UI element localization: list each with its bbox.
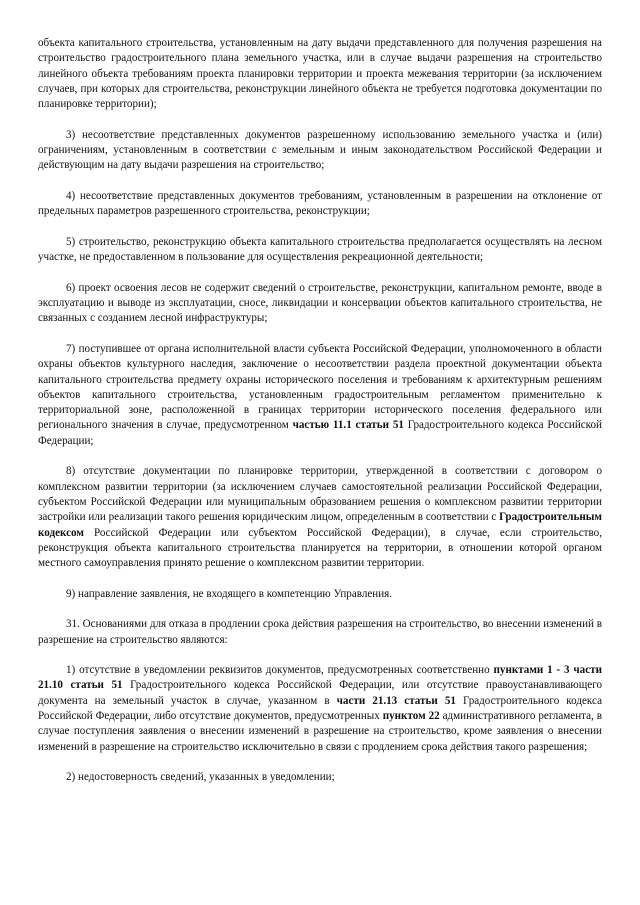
paragraph-p1 <box>38 128 602 174</box>
bold-reference: пунктами 1 - 3 части 21.10 статьи 51 <box>38 664 602 692</box>
bold-reference: пунктом 22 <box>382 710 440 723</box>
paragraph-text: Градостроительного кодекса Российской Федерации, или отсутствие правоустанавливающего документа на земельный участок в случае, указанном в <box>38 679 603 707</box>
paragraph-p10 <box>38 770 602 785</box>
bold-reference: Градостроительным кодексом <box>38 511 602 539</box>
paragraph-text: Градостроительного кодекса Российской Федерации, либо отсутствие документов, предусмотренных <box>38 694 603 723</box>
paragraph-text: 1) отсутствие в уведомлении реквизитов документов, предусмотренных соответственно <box>66 664 494 677</box>
paragraph-text: 3) несоответствие представленных документов разрешенному использованию земельного участка и (или) ограничениям, установленным в соответствии с земельным и иным законодательством Российской Федерации и действующим на дату выдачи разрешения на строительство; <box>38 128 602 172</box>
paragraph-p5 <box>38 342 602 449</box>
paragraph-text: 6) проект освоения лесов не содержит сведений о строительстве, реконструкции, капитальном ремонте, вводе в эксплуатацию и выводе из эксплуатации, сносе, ликвидации и консервации объектов капитального строительства, не связанных с созданием лесной инфраструктуры; <box>38 281 602 325</box>
paragraph-p8 <box>38 617 602 648</box>
paragraph-p3 <box>38 235 602 266</box>
paragraph-p4 <box>38 281 602 327</box>
paragraph-text: объекта капитального строительства, установленным на дату выдачи представленного для получения разрешения на строительство градостроительного плана земельного участка, или в случае выдачи разрешения на строительство линейного объекта требованиям проекта планировки территории и проекта межевания территории (за исключением случаев, при которых для строительства, реконструкции линейного объекта не требуется подготовка документации по планировке территории); <box>38 37 602 111</box>
paragraph-text: 31. Основаниями для отказа в продлении срока действия разрешения на строительство, во внесении изменений в разрешение на строительство являются: <box>38 618 602 646</box>
document-page <box>38 36 602 801</box>
paragraph-text: 4) несоответствие представленных документов требованиям, установленным в разрешении на отклонение от предельных параметров разрешенного строительства, реконструкции; <box>38 189 602 218</box>
paragraph-p6 <box>38 464 602 571</box>
bold-reference: частью 11.1 статьи 51 <box>292 419 404 432</box>
paragraph-p0 <box>38 36 602 112</box>
paragraph-text: 5) строительство, реконструкцию объекта капитального строительства предполагается осуществлять на лесном участке, не предоставленном в пользование для осуществления рекреационной деятельности; <box>38 235 602 264</box>
paragraph-text: 9) направление заявления, не входящего в компетенцию Управления. <box>66 587 393 600</box>
paragraph-text: Российской Федерации или субъектом Российской Федерации), в случае, если строительство, реконструкция объекта капитального строительства планируется на территории, в отношении которой органом местного самоуправления принято решение о комплексном развитии территории. <box>38 526 602 570</box>
paragraph-text: 8) отсутствие документации по планировке территории, утвержденной в соответствии с договором о комплексном развитии территории (за исключением случаев самостоятельной реализации Российской Федерации, субъектом Российской Федерации или муниципальным образованием решения о комплексном развитии территории застройки или реализации такого решения юридическим лицом, определенным в соответствии с <box>38 465 602 524</box>
paragraph-text: Градостроительного кодекса Российской Федерации; <box>38 419 602 447</box>
bold-reference: части 21.13 статьи 51 <box>336 694 456 707</box>
paragraph-text: административного регламента, в случае поступления заявления о внесении изменений в разрешение на строительство, кроме заявления о внесении изменений в разрешение на строительство исключительно в связи с продлением срока действия такого разрешения; <box>38 710 602 753</box>
paragraph-p2 <box>38 189 602 220</box>
paragraph-text: 7) поступившее от органа исполнительной власти субъекта Российской Федерации, уполномоченного в области охраны объектов культурного наследия, заключение о несоответствии раздела проектной документации объекта капитального строительства предмету охраны исторического поселения и требованиям к архитектурным решениям объектов капитального строительства, установленным градостроительным регламентом применительно к территориальной зоне, расположенной в границах территории исторического поселения федерального или регионального значения в случае, предусмотренном <box>38 342 602 432</box>
paragraph-text: 2) недостоверность сведений, указанных в уведомлении; <box>66 771 335 784</box>
paragraph-p9 <box>38 663 602 755</box>
paragraph-p7 <box>38 587 602 602</box>
